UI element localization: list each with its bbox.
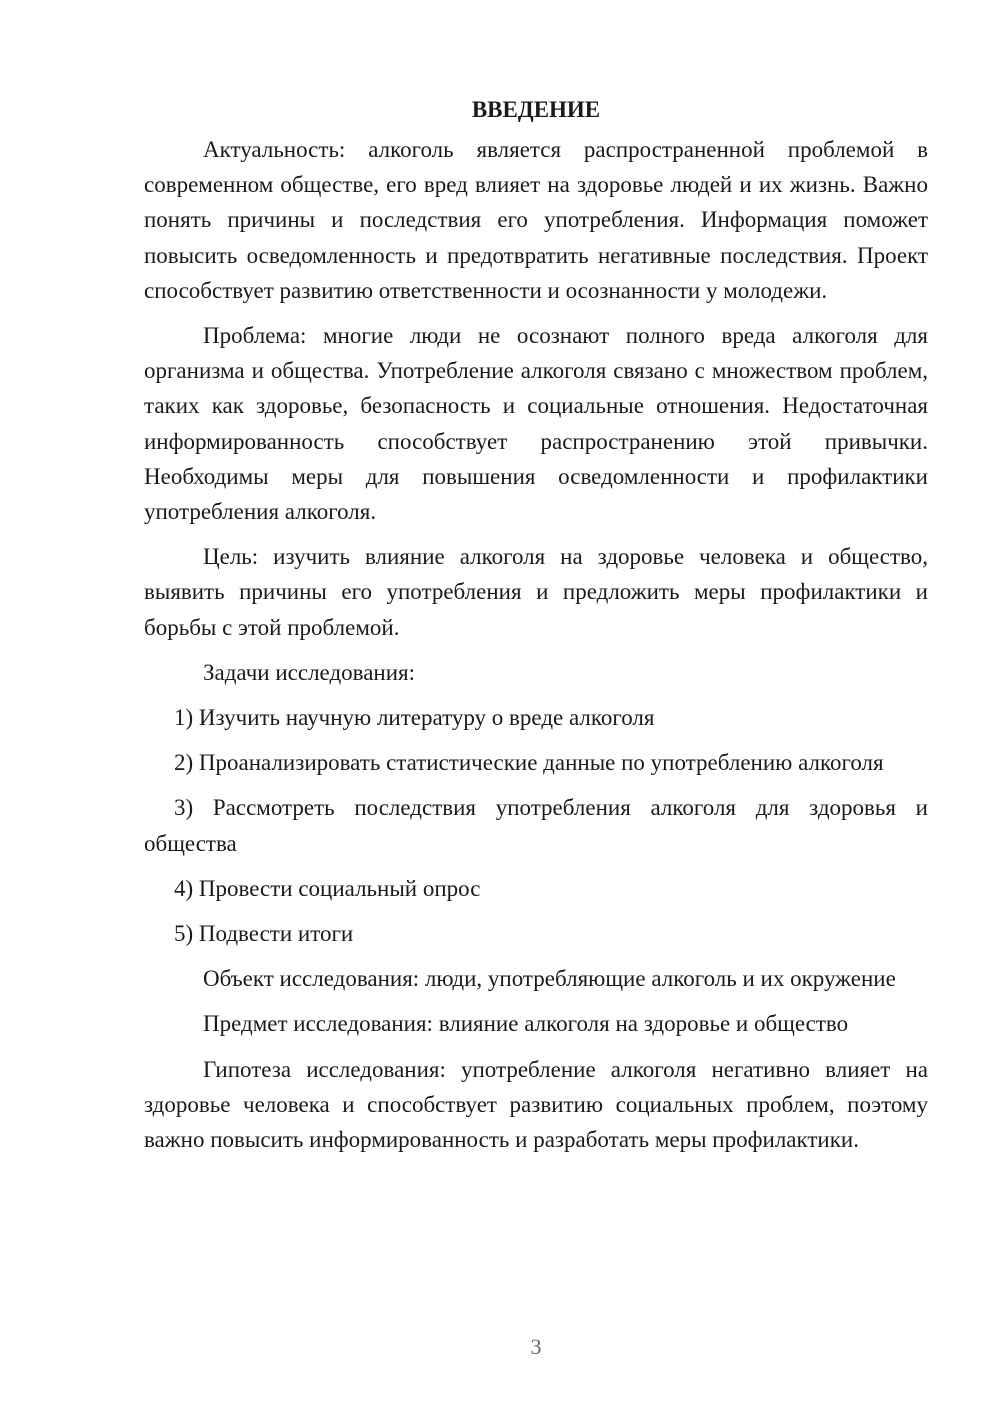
page-number: 3 xyxy=(530,1334,542,1359)
paragraph-relevance: Актуальность: алкоголь является распространенной проблемой в современном обществе, его вред влияет на здоровье людей и их жизнь. Важно понять причины и последствия его употребления. Информация поможет повысить осведомленность и предотвратить негативные последствия. Проект способствует развитию ответственности и осознанности у молодежи. xyxy=(144,137,928,303)
task-item-5: 5) Подвести итоги xyxy=(174,921,354,947)
tasks-heading: Задачи исследования: xyxy=(203,659,416,685)
paragraph-goal: Цель: изучить влияние алкоголя на здоровье человека и общество, выявить причины его употребления и предложить меры профилактики и борьбы с этой проблемой. xyxy=(144,544,928,640)
paragraph-subject: Предмет исследования: влияние алкоголя на здоровье и общество xyxy=(203,1011,849,1037)
paragraph-object: Объект исследования: люди, употребляющие алкоголь и их окружение xyxy=(203,966,896,992)
task-item-2: 2) Проанализировать статистические данные по употреблению алкоголя xyxy=(174,750,884,776)
page-title: ВВЕДЕНИЕ xyxy=(471,97,601,122)
document-body xyxy=(144,96,928,1167)
task-item-1: 1) Изучить научную литературу о вреде алкоголя xyxy=(174,705,655,731)
paragraph-hypothesis: Гипотеза исследования: употребление алкоголя негативно влияет на здоровье человека и способствует развитию социальных проблем, поэтому важно повысить информированность и разработать меры профилактики. xyxy=(144,1056,928,1153)
task-item-3: 3) Рассмотреть последствия употребления алкоголя для здоровья и общества xyxy=(144,795,928,856)
paragraph-problem: Проблема: многие люди не осознают полного вреда алкоголя для организма и общества. Употребление алкоголя связано с множеством проблем, таких как здоровье, безопасность и социальные отношения. Недостаточная информированность способствует распространению этой привычки. Необходимы меры для повышения осведомленности и профилактики употребления алкоголя. xyxy=(144,323,928,525)
task-item-4: 4) Провести социальный опрос xyxy=(174,875,481,901)
